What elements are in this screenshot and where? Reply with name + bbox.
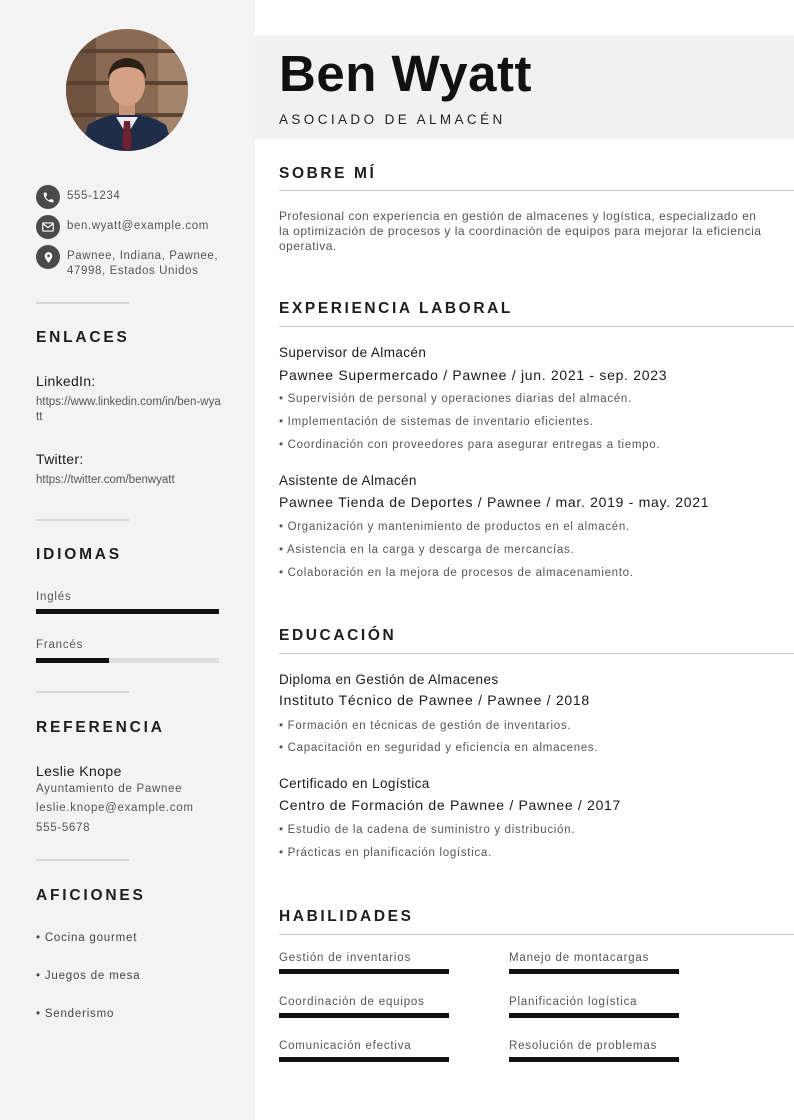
job-org: Pawnee Supermercado / Pawnee / jun. 2021 - sep. 2023 [279,367,668,383]
education-title: Certificado en Logística [279,776,430,791]
hobbies-heading: AFICIONES [36,887,146,904]
education-bullet: • Prácticas en planificación logística. [279,847,492,859]
skill-bar [279,969,449,974]
education-title: Diploma en Gestión de Almacenes [279,672,499,687]
reference-organization: Ayuntamiento de Pawnee [36,783,183,795]
reference-name: Leslie Knope [36,763,122,779]
education-bullet: • Estudio de la cadena de suministro y distribución. [279,824,576,836]
language-name-english: Inglés [36,591,72,603]
language-level-fill [36,609,219,614]
skill-item [279,1040,449,1062]
skill-item [509,996,679,1018]
job-title: Supervisor de Almacén [279,345,427,360]
phone-text: 555-1234 [67,190,121,202]
experience-heading: EXPERIENCIA LABORAL [279,300,513,317]
contact-email [36,215,209,239]
skill-name: Comunicación efectiva [279,1040,412,1052]
skill-name: Gestión de inventarios [279,952,412,964]
location-pin-icon [36,245,60,269]
contact-address [36,245,218,279]
skill-bar [509,969,679,974]
skill-bar [509,1013,679,1018]
candidate-role: ASOCIADO DE ALMACÉN [279,112,506,127]
email-text: ben.wyatt@example.com [67,220,209,232]
sidebar-divider [36,302,129,304]
twitter-link[interactable]: https://twitter.com/benwyatt [36,474,175,486]
job-bullet: • Supervisión de personal y operaciones diarias del almacén. [279,393,632,405]
skill-name: Manejo de montacargas [509,952,650,964]
profile-photo [66,29,188,151]
twitter-label: Twitter: [36,451,84,467]
skill-bar [279,1013,449,1018]
section-rule [279,934,794,935]
hobby-item: • Cocina gourmet [36,932,138,944]
candidate-name: Ben Wyatt [279,45,532,102]
job-bullet: • Organización y mantenimiento de productos en el almacén. [279,521,630,533]
job-bullet: • Coordinación con proveedores para asegurar entregas a tiempo. [279,439,661,451]
section-rule [279,326,794,327]
job-bullet: • Colaboración en la mejora de procesos de almacenamiento. [279,567,634,579]
skill-item [509,1040,679,1062]
hobby-item: • Senderismo [36,1008,115,1020]
skill-bar [509,1057,679,1062]
language-level-bar-english [36,609,219,614]
about-heading: SOBRE MÍ [279,165,377,182]
about-text: Profesional con experiencia en gestión de almacenes y logística, especializado en la optimización de procesos y la coordinación de equipos para mejorar la eficiencia operativa. [279,209,762,253]
sidebar [0,0,255,1120]
skill-item [279,996,449,1018]
reference-heading: REFERENCIA [36,719,165,736]
languages-heading: IDIOMAS [36,546,122,563]
address-text [67,245,218,279]
sidebar-divider [36,691,129,693]
language-level-fill [36,658,109,663]
skill-item [509,952,679,974]
skill-name: Coordinación de equipos [279,996,425,1008]
job-bullet: • Implementación de sistemas de inventario eficientes. [279,416,594,428]
education-heading: EDUCACIÓN [279,627,397,644]
education-org: Instituto Técnico de Pawnee / Pawnee / 2018 [279,692,590,708]
linkedin-label: LinkedIn: [36,373,96,389]
reference-email[interactable]: leslie.knope@example.com [36,802,194,814]
language-name-french: Francés [36,639,84,651]
skills-heading: HABILIDADES [279,908,414,925]
language-level-bar-french [36,658,219,663]
job-title: Asistente de Almacén [279,473,417,488]
sidebar-divider [36,859,129,861]
skill-bar [279,1057,449,1062]
skill-name: Planificación logística [509,996,638,1008]
hobby-item: • Juegos de mesa [36,970,141,982]
reference-phone: 555-5678 [36,822,91,834]
skill-item [279,952,449,974]
section-rule [279,653,794,654]
address-line-2: 47998, Estados Unidos [67,265,199,277]
job-bullet: • Asistencia en la carga y descarga de mercancías. [279,544,575,556]
links-heading: ENLACES [36,329,130,346]
skill-name: Resolución de problemas [509,1040,658,1052]
job-org: Pawnee Tienda de Deportes / Pawnee / mar. 2019 - may. 2021 [279,494,710,510]
address-line-1: Pawnee, Indiana, Pawnee, [67,250,219,262]
education-bullet: • Formación en técnicas de gestión de inventarios. [279,720,572,732]
sidebar-divider [36,519,129,521]
linkedin-link[interactable]: https://www.linkedin.com/in/ben-wyatt [36,396,221,423]
section-rule [279,190,794,191]
email-icon [36,215,60,239]
education-org: Centro de Formación de Pawnee / Pawnee / 2017 [279,797,622,813]
contact-phone [36,185,120,209]
education-bullet: • Capacitación en seguridad y eficiencia en almacenes. [279,742,599,754]
main-content [255,0,794,1120]
phone-icon [36,185,60,209]
